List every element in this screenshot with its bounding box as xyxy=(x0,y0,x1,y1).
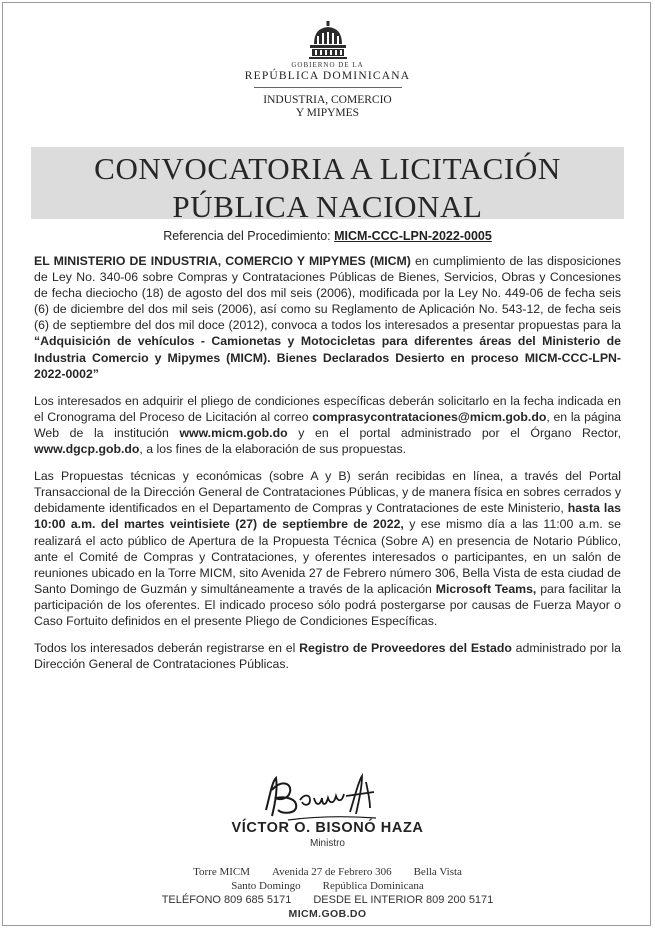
footer-city-line xyxy=(0,879,655,893)
footer-street: Avenida 27 de Febrero 306 xyxy=(272,866,392,878)
republica-text: REPÚBLICA DOMINICANA xyxy=(244,70,411,82)
paragraph-bidding-documents xyxy=(34,393,621,457)
p3-segment-4: para facilitar la participación de los oferentes. El indicado proceso sólo podrá postergarse por causas de Fuerza Mayor o Caso Fortuito definidos en el presente Pliego de Condiciones Específicas. xyxy=(34,581,621,628)
procedure-reference xyxy=(0,229,655,243)
footer-address xyxy=(0,865,655,879)
letterhead xyxy=(0,20,655,120)
title-line2: PÚBLICA NACIONAL xyxy=(172,189,483,224)
p2-segment-0: Los interesados en adquirir el pliego de condiciones específicas deberán solicitarlo en la fecha indicada en el Cronograma del Proceso de Licitación al correo xyxy=(34,393,621,424)
paragraph-proposals-reception xyxy=(34,468,621,629)
ministry-name-line2: Y MIPYMES xyxy=(295,107,360,119)
p2-segment-4: y en el portal administrado por el Órgano Rector, xyxy=(287,425,621,440)
footer-phone: TELÉFONO 809 685 5171 xyxy=(161,894,292,906)
paragraph-supplier-registry xyxy=(34,640,621,672)
footer-website[interactable]: MICM.GOB.DO xyxy=(288,908,367,920)
p2-segment-6: , a los fines de la elaboración de sus propuestas. xyxy=(139,442,407,457)
notice-body xyxy=(34,253,621,683)
signatory-title: Ministro xyxy=(309,838,345,849)
p1-segment-1: en cumplimiento de las disposiciones de Ley No. 340-06 sobre Compras y Contrataciones Públicas de Bienes, Servicios, Obras y Concesiones de fecha dieciocho (18) de agosto del dos mil seis (2006), modificada por la Ley No. 449-06 de fecha seis (6) de diciembre del dos mil seis (2006), así como su Reglamento de Aplicación No. 543-12, de fecha seis (6) de septiembre del dos mil doce (2012), convoca a todos los interesados a presentar propuestas para la xyxy=(34,254,621,333)
p3-segment-1: hasta las 10:00 a.m. del martes veintisiete (27) de septiembre de 2022, xyxy=(34,501,621,532)
p4-segment-1: Registro de Proveedores del Estado xyxy=(299,641,512,656)
p1-segment-2: “Adquisición de vehículos - Camionetas y Motocicletas para diferentes áreas del Ministerio de Industria Comercio y Mipymes (MICM). Bienes Declarados Desierto en proceso MICM-CCC-LPN-2022-0002” xyxy=(34,334,621,381)
gobierno-text: GOBIERNO DE LA xyxy=(291,61,364,69)
footer-country: República Dominicana xyxy=(322,880,424,892)
paragraph-convocation xyxy=(34,253,621,382)
footer xyxy=(0,865,655,921)
p2-segment-2: , en la página Web de la institución xyxy=(34,409,622,440)
p3-segment-2: y ese mismo día a las 11:00 a.m. se realizará el acto público de Apertura de la Propuesta Técnica (Sobre A) en presencia de Notario Público, ante el Comité de Compras y Contrataciones, y oferentes interesados o participantes, en un salón de reuniones ubicado en la Torre MICM, sito Avenida 27 de Febrero número 306, Bella Vista de esta ciudad de Santo Domingo de Guzmán y simultáneamente a través de la aplicación xyxy=(34,517,621,596)
footer-city: Santo Domingo xyxy=(231,880,301,892)
title-line1: CONVOCATORIA A LICITACIÓN xyxy=(94,151,561,186)
p2-segment-5: www.dgcp.gob.do xyxy=(34,442,140,457)
p2-segment-3: www.micm.gob.do xyxy=(179,425,288,440)
signature-icon xyxy=(258,770,388,826)
ministry-name-line1: INDUSTRIA, COMERCIO xyxy=(263,94,392,106)
footer-sector: Bella Vista xyxy=(413,866,462,878)
footer-building: Torre MICM xyxy=(193,866,251,878)
footer-interior-phone: DESDE EL INTERIOR 809 200 5171 xyxy=(313,894,494,906)
signatory-name: VÍCTOR O. BISONÓ HAZA xyxy=(231,820,424,836)
footer-phones xyxy=(0,893,655,907)
title-banner xyxy=(31,147,624,224)
p1-segment-0: EL MINISTERIO DE INDUSTRIA, COMERCIO Y MIPYMES (MICM) xyxy=(34,254,411,268)
p2-segment-1: comprasycontrataciones@micm.gob.do xyxy=(312,409,547,424)
p4-segment-0: Todos los interesados deberán registrarse en el xyxy=(34,641,300,656)
reference-label: Referencia del Procedimiento: xyxy=(163,229,335,243)
government-seal-icon xyxy=(306,20,350,60)
p3-segment-0: Las Propuestas técnicas y económicas (sobre A y B) serán recibidas en línea, a través del Portal Transaccional de la Dirección General de Contrataciones Públicas, y de manera física en sobres cerrados y debidamente identificados en el Departamento de Compras y Contrataciones de este Ministerio, xyxy=(34,469,621,516)
header-divider xyxy=(254,87,402,88)
p3-segment-3: Microsoft Teams, xyxy=(435,581,537,596)
p4-segment-2: administrado por la Dirección General de Contrataciones Públicas. xyxy=(34,641,621,672)
reference-code: MICM-CCC-LPN-2022-0005 xyxy=(334,229,492,243)
